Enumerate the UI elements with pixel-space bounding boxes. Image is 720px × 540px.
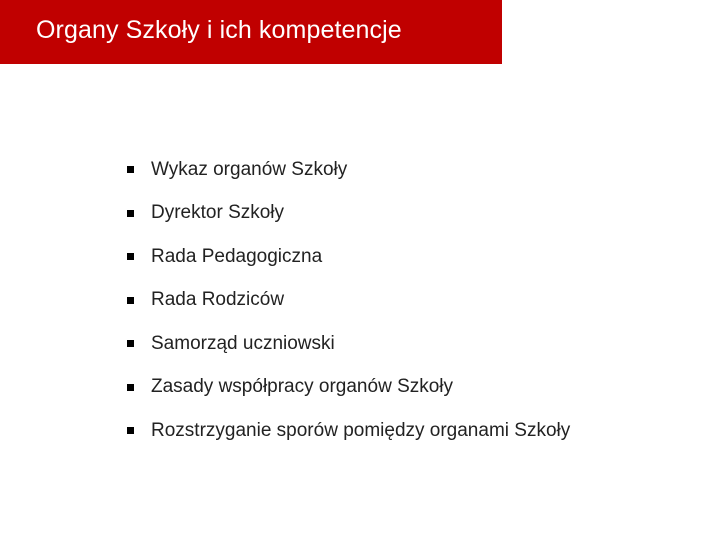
- list-item-label: Rada Rodziców: [151, 289, 285, 311]
- list-item-label: Rada Pedagogiczna: [151, 245, 323, 267]
- square-bullet-icon: [127, 340, 134, 347]
- list-item: [127, 235, 570, 279]
- square-bullet-icon: [127, 210, 134, 217]
- list-item-label: Samorząd uczniowski: [151, 332, 335, 354]
- list-item: [127, 148, 570, 192]
- bullet-list: [127, 148, 570, 453]
- title-bar: [0, 0, 502, 64]
- square-bullet-icon: [127, 253, 134, 260]
- list-item: [127, 366, 570, 410]
- square-bullet-icon: [127, 166, 134, 173]
- slide-title: Organy Szkoły i ich kompetencje: [36, 15, 402, 44]
- list-item-label: Wykaz organów Szkoły: [151, 158, 348, 180]
- square-bullet-icon: [127, 427, 134, 434]
- square-bullet-icon: [127, 297, 134, 304]
- square-bullet-icon: [127, 384, 134, 391]
- list-item: [127, 409, 570, 453]
- list-item: [127, 279, 570, 323]
- list-item: [127, 192, 570, 236]
- list-item-label: Zasady współpracy organów Szkoły: [151, 376, 454, 398]
- list-item: [127, 322, 570, 366]
- list-item-label: Dyrektor Szkoły: [151, 202, 285, 224]
- list-item-label: Rozstrzyganie sporów pomiędzy organami Szkoły: [151, 419, 571, 441]
